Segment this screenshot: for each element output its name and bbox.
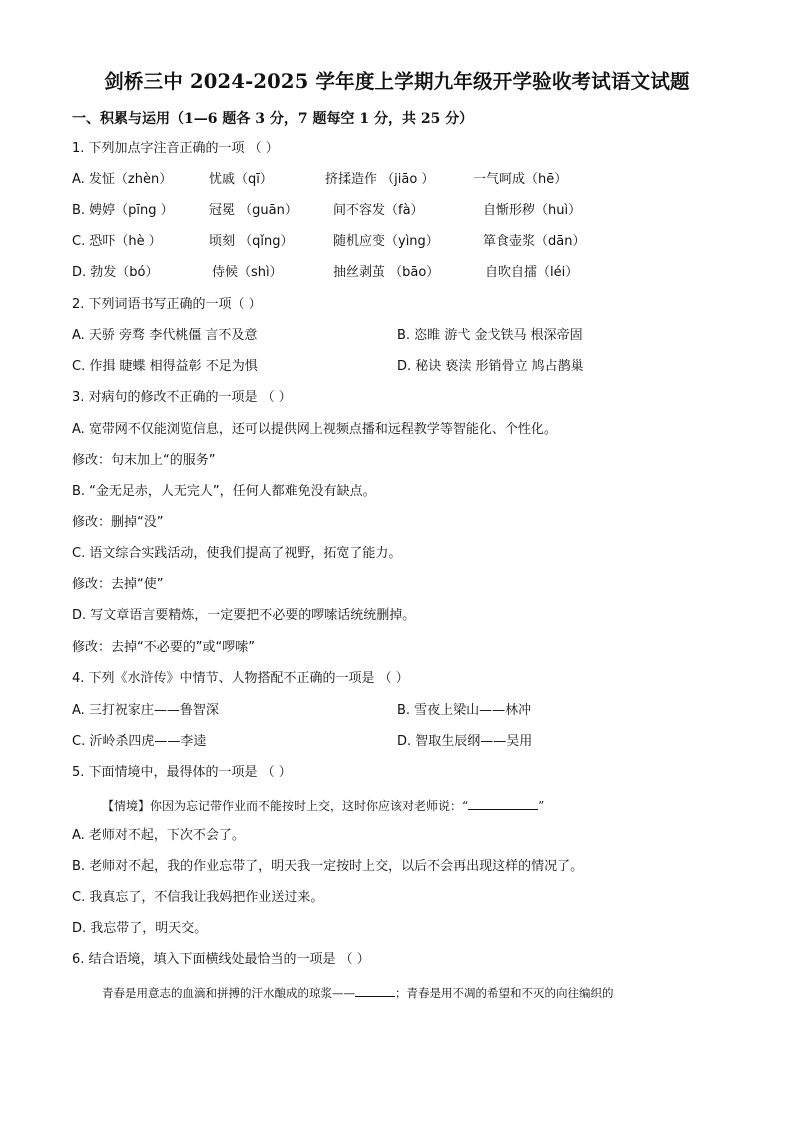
- q1-option-c-4: 箪食壶浆（dān）: [483, 234, 586, 249]
- q3-fix-a: 修改：句末加上“的服务”: [72, 453, 216, 468]
- q5-situation: [102, 797, 544, 814]
- q4-option-c: C. 沂岭杀四虎——李逵: [72, 734, 207, 749]
- q1-option-b-4: 自惭形秽（huì）: [483, 203, 582, 218]
- q1-option-a-1: A. 发怔（zhèn）: [72, 172, 173, 187]
- q1-option-b-1: B. 娉婷（pīng ）: [72, 203, 174, 218]
- section-heading: 一、积累与运用（1—6 题各 3 分，7 题每空 1 分，共 25 分）: [72, 111, 474, 127]
- q6-passage-part-a: 青春是用意志的血滴和拼搏的汗水酿成的琼浆——: [102, 986, 355, 1000]
- q1-option-a-2: 忧戚（qī）: [209, 172, 273, 187]
- q5-option-d: D. 我忘带了，明天交。: [72, 921, 208, 936]
- q2-option-b: B. 恣睢 游弋 金戈铁马 根深帝固: [397, 328, 583, 343]
- q1-option-d-3: 抽丝剥茧 （bāo）: [333, 265, 440, 280]
- q1-option-c-2: 顷刻 （qǐng）: [209, 234, 294, 249]
- q3-fix-b: 修改：删掉“没”: [72, 515, 164, 530]
- q4-option-a: A. 三打祝家庄——鲁智深: [72, 703, 219, 718]
- q1-option-d-2: 侍候（shì）: [212, 265, 283, 280]
- q6-answer-blank: [355, 996, 395, 997]
- q3-option-b: B. “金无足赤，人无完人”，任何人都难免没有缺点。: [72, 484, 376, 499]
- q5-option-c: C. 我真忘了，不信我让我妈把作业送过来。: [72, 890, 324, 905]
- q1-option-a-4: 一气呵成（hē）: [473, 172, 568, 187]
- q1-option-c-1: C. 恐吓（hè ）: [72, 234, 162, 249]
- q1-option-c-3: 随机应变（yìng）: [333, 234, 439, 249]
- q6-passage-part-b: ；青春是用不凋的希望和不灭的向往编织的: [395, 986, 614, 1000]
- q5-situation-close: ”: [538, 799, 545, 813]
- q5-option-b: B. 老师对不起，我的作业忘带了，明天我一定按时上交，以后不会再出现这样的情况了。: [72, 859, 584, 874]
- q5-answer-blank: [468, 809, 538, 810]
- q6-passage: [102, 985, 614, 1001]
- q3-fix-c: 修改：去掉“使”: [72, 577, 164, 592]
- q2-stem: 2. 下列词语书写正确的一项（ ）: [72, 297, 262, 312]
- q2-option-d: D. 秘诀 亵渎 形销骨立 鸠占鹊巢: [397, 359, 584, 374]
- q3-option-a: A. 宽带网不仅能浏览信息，还可以提供网上视频点播和远程教学等智能化、个性化。: [72, 422, 557, 437]
- q3-fix-d: 修改：去掉“不必要的”或“啰嗦”: [72, 640, 255, 655]
- q2-option-c: C. 作揖 睫蝶 相得益彰 不足为惧: [72, 359, 258, 374]
- q5-situation-text: 【情境】你因为忘记带作业而不能按时上交，这时你应该对老师说：“: [102, 799, 469, 813]
- q3-stem: 3. 对病句的修改不正确的一项是 （ ）: [72, 390, 292, 405]
- q1-option-d-1: D. 勃发（bó）: [72, 265, 159, 280]
- q2-option-a: A. 天骄 旁骛 李代桃僵 言不及意: [72, 328, 258, 343]
- q4-stem: 4. 下列《水浒传》中情节、人物搭配不正确的一项是 （ ）: [72, 671, 409, 686]
- q3-option-c: C. 语文综合实践活动，使我们提高了视野，拓宽了能力。: [72, 546, 402, 561]
- q1-option-b-2: 冠冕 （guān）: [209, 203, 298, 218]
- q3-option-d: D. 写文章语言要精炼，一定要把不必要的啰嗦话统统删掉。: [72, 608, 416, 623]
- q4-option-b: B. 雪夜上梁山——林冲: [397, 703, 532, 718]
- q1-option-d-4: 自吹自擂（léi）: [485, 265, 579, 280]
- q5-option-a: A. 老师对不起，下次不会了。: [72, 828, 245, 843]
- page-title: 剑桥三中 2024-2025 学年度上学期九年级开学验收考试语文试题: [104, 70, 690, 93]
- q1-option-b-3: 间不容发（fà）: [333, 203, 424, 218]
- q1-stem: 1. 下列加点字注音正确的一项 （ ）: [72, 141, 279, 156]
- q4-option-d: D. 智取生辰纲——吴用: [397, 734, 533, 749]
- q1-option-a-3: 挤揉造作 （jiāo ）: [325, 172, 435, 187]
- q6-stem: 6. 结合语境，填入下面横线处最恰当的一项是 （ ）: [72, 952, 370, 967]
- q5-stem: 5. 下面情境中，最得体的一项是 （ ）: [72, 765, 292, 780]
